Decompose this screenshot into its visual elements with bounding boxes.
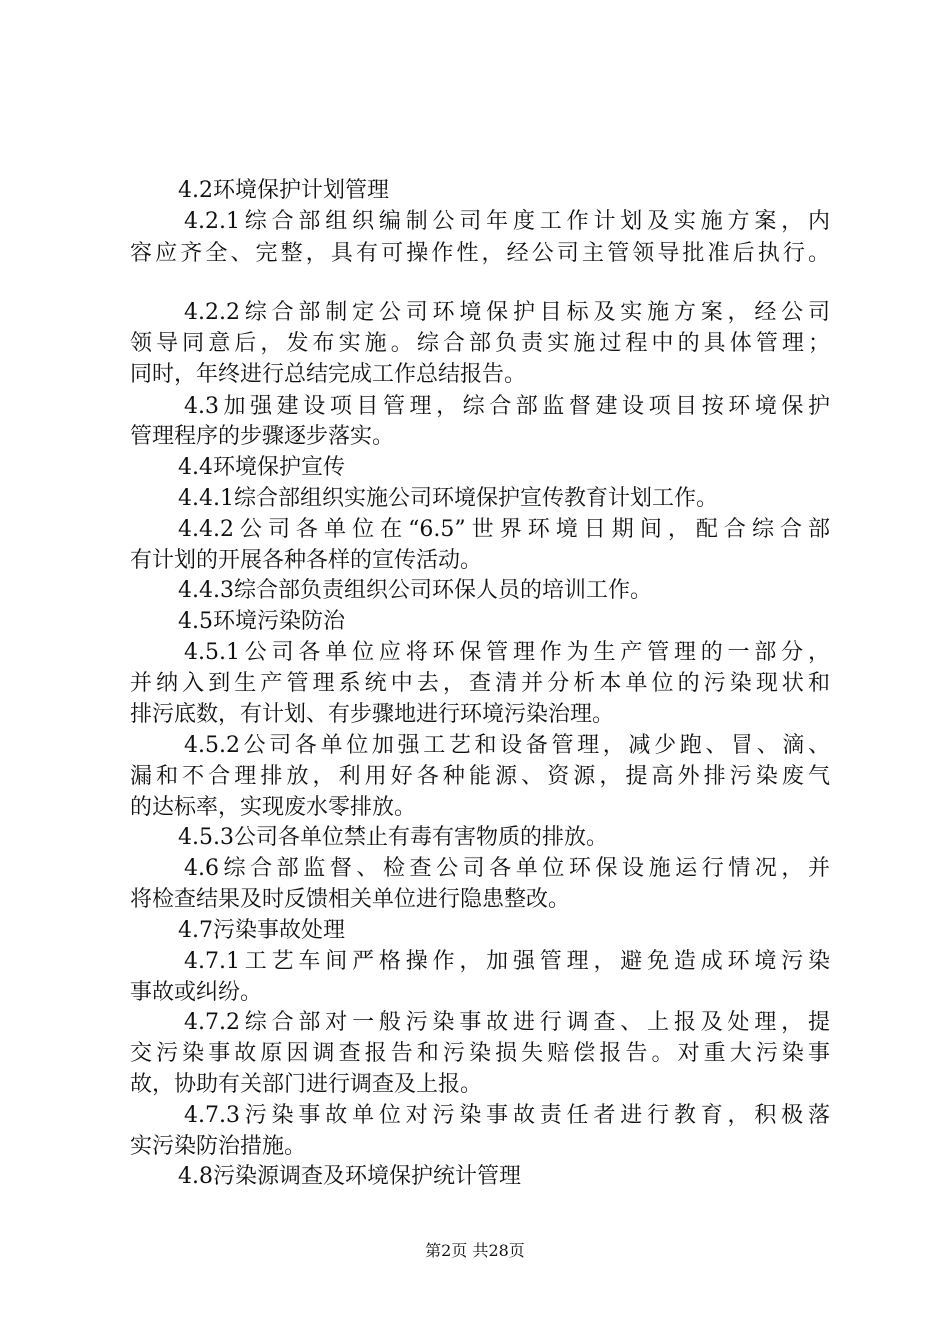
text-line: 4.5.3公司各单位禁止有毒有害物质的排放。 [178, 825, 608, 850]
text-line: 4.7.1工艺车间严格操作，加强管理，避免造成环境污染 [184, 949, 830, 974]
text-line: 将检查结果及时反馈相关单位进行隐患整改。 [130, 887, 571, 912]
text-line: 漏和不合理排放，利用好各种能源、资源，提高外排污染废气 [130, 764, 830, 789]
page-footer: 第2页 共28页 [425, 1241, 525, 1260]
text-line: 4.4.1综合部组织实施公司环境保护宣传教育计划工作。 [178, 486, 718, 511]
text-line: 同时，年终进行总结完成工作总结报告。 [130, 362, 527, 387]
text-line: 4.4.3综合部负责组织公司环保人员的培训工作。 [178, 578, 652, 603]
text-line: 4.7.2综合部对一般污染事故进行调查、上报及处理，提 [184, 1010, 830, 1035]
text-line: 4.5.2公司各单位加强工艺和设备管理，减少跑、冒、滴、 [184, 733, 830, 758]
text-line: 4.7.3污染事故单位对污染事故责任者进行教育，积极落 [184, 1103, 830, 1128]
text-line: 领导同意后，发布实施。综合部负责实施过程中的具体管理； [130, 331, 830, 356]
text-line: 有计划的开展各种各样的宣传活动。 [130, 548, 483, 573]
text-line: 管理程序的步骤逐步落实。 [130, 424, 395, 449]
text-line: 故，协助有关部门进行调查及上报。 [130, 1072, 483, 1097]
text-line: 排污底数，有计划、有步骤地进行环境污染治理。 [130, 702, 615, 727]
text-line: 4.8污染源调查及环境保护统计管理 [178, 1164, 521, 1189]
text-line: 事故或纠纷。 [130, 980, 263, 1005]
text-line: 4.2.1综合部组织编制公司年度工作计划及实施方案，内 [184, 209, 830, 234]
text-line: 4.3加强建设项目管理，综合部监督建设项目按环境保护 [184, 394, 830, 419]
text-line: 4.6综合部监督、检查公司各单位环保设施运行情况，并 [184, 856, 830, 881]
text-line: 4.2环境保护计划管理 [178, 178, 389, 203]
text-line: 并纳入到生产管理系统中去，查清并分析本单位的污染现状和 [130, 671, 830, 696]
text-line: 4.5.1公司各单位应将环保管理作为生产管理的一部分， [184, 640, 830, 665]
text-line: 4.5环境污染防治 [178, 609, 345, 634]
text-line: 容应齐全、完整，具有可操作性，经公司主管领导批准后执行。 [130, 241, 830, 266]
text-line: 交污染事故原因调查报告和污染损失赔偿报告。对重大污染事 [130, 1041, 830, 1066]
text-line: 4.4.2公司各单位在“6.5”世界环境日期间，配合综合部 [178, 517, 830, 542]
text-line: 4.2.2综合部制定公司环境保护目标及实施方案，经公司 [184, 300, 830, 325]
text-line: 4.4环境保护宣传 [178, 455, 345, 480]
text-line: 的达标率，实现废水零排放。 [130, 795, 417, 820]
text-line: 实污染防治措施。 [130, 1134, 307, 1159]
text-line: 4.7污染事故处理 [178, 918, 345, 943]
